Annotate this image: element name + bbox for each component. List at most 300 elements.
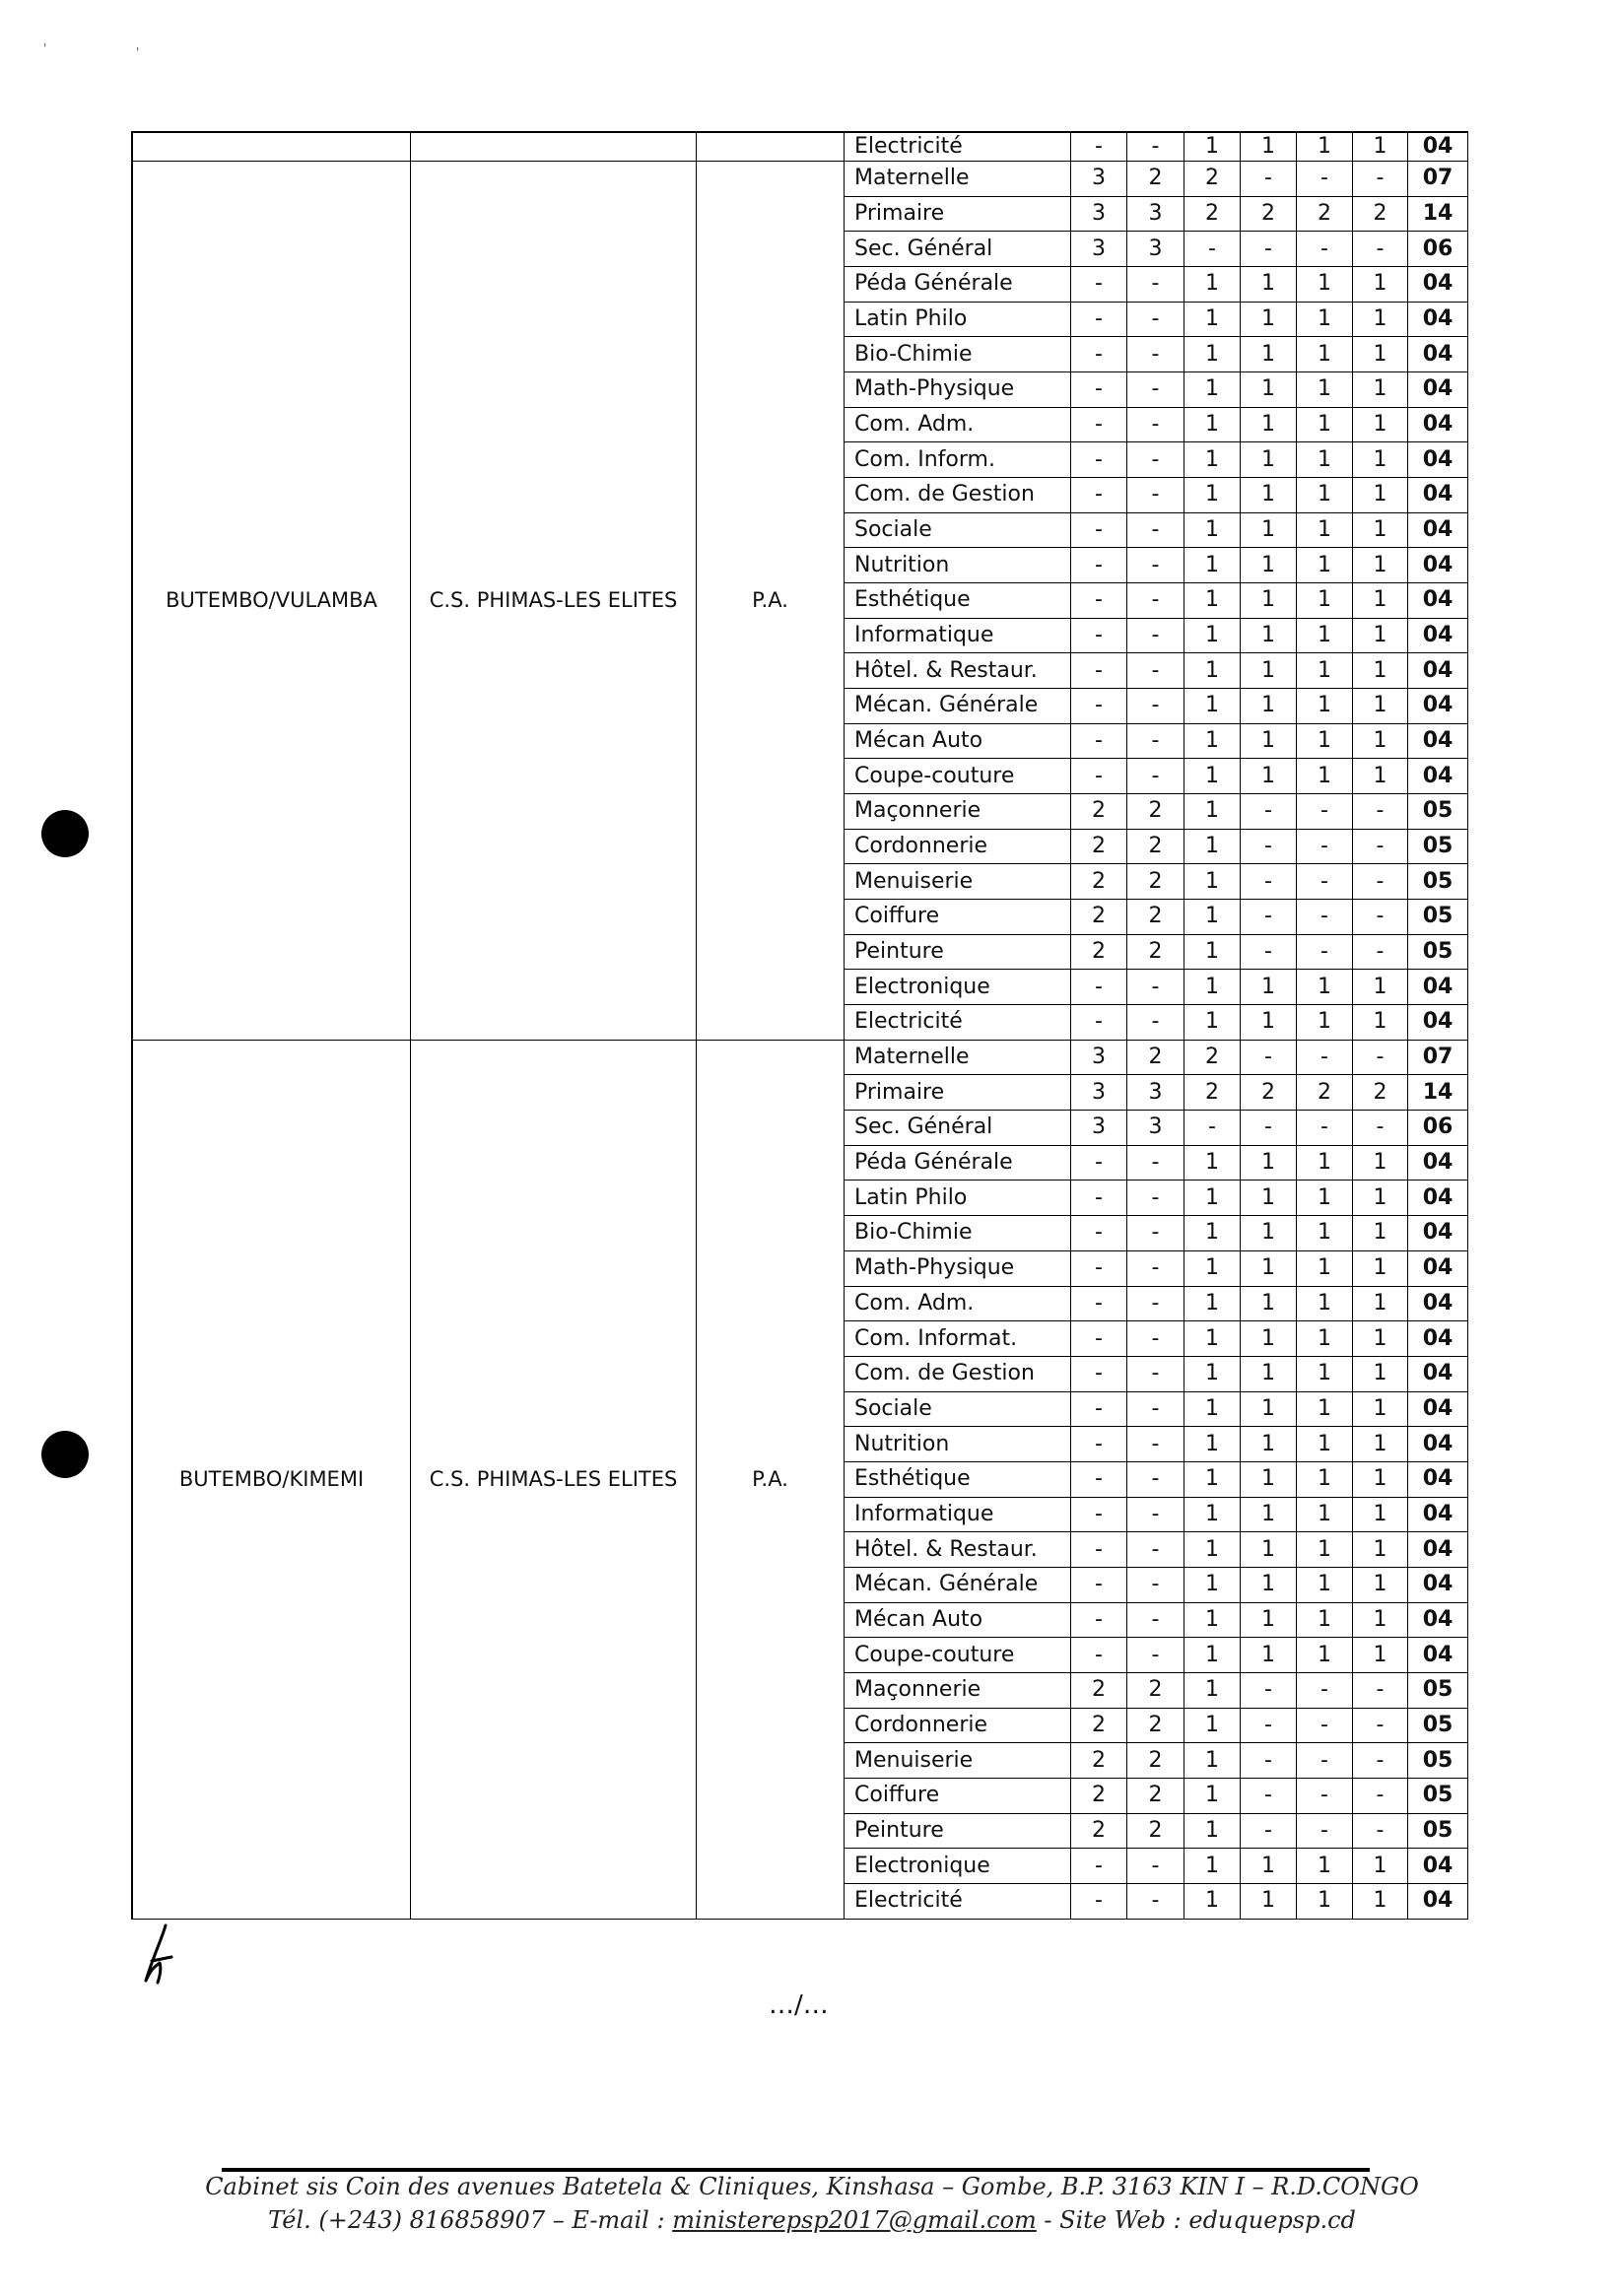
option-label: Com. Inform. — [845, 442, 1071, 478]
class-count-cell: 1 — [1241, 1568, 1297, 1603]
class-count-cell: - — [1071, 303, 1127, 338]
class-count-cell: - — [1241, 162, 1297, 197]
class-count-cell: - — [1127, 759, 1184, 794]
class-count-cell: - — [1071, 1251, 1127, 1287]
class-count-cell: 1 — [1241, 1321, 1297, 1357]
class-count-cell: - — [1297, 935, 1353, 971]
class-count-cell: - — [1297, 1743, 1353, 1779]
class-count-cell: - — [1127, 303, 1184, 338]
class-count-cell: - — [1071, 478, 1127, 513]
class-count-cell: - — [1127, 478, 1184, 513]
row-total-cell: 04 — [1408, 1287, 1468, 1322]
option-label: Electricité — [845, 1884, 1071, 1920]
class-count-cell: 1 — [1297, 548, 1353, 583]
option-label: Primaire — [845, 1075, 1071, 1111]
class-count-cell: - — [1127, 1321, 1184, 1357]
class-count-cell: - — [1241, 1041, 1297, 1076]
class-count-cell: 1 — [1297, 478, 1353, 513]
class-count-cell: - — [1241, 1743, 1297, 1779]
class-count-cell: - — [1071, 1321, 1127, 1357]
class-count-cell: - — [1297, 1111, 1353, 1146]
row-total-cell: 04 — [1408, 337, 1468, 372]
class-count-cell: - — [1127, 619, 1184, 654]
row-total-cell: 04 — [1408, 689, 1468, 724]
class-count-cell: 1 — [1353, 478, 1408, 513]
class-count-cell: - — [1297, 1779, 1353, 1814]
class-count-cell: 1 — [1184, 689, 1241, 724]
class-count-cell: 2 — [1241, 1075, 1297, 1111]
class-count-cell: 1 — [1184, 619, 1241, 654]
option-label: Maternelle — [845, 162, 1071, 197]
option-label: Com. Informat. — [845, 1321, 1071, 1357]
option-label: Coiffure — [845, 1779, 1071, 1814]
class-count-cell: 1 — [1184, 337, 1241, 372]
class-count-cell: - — [1071, 1287, 1127, 1322]
class-count-cell: - — [1071, 1603, 1127, 1639]
row-total-cell: 04 — [1408, 1181, 1468, 1216]
option-label: Primaire — [845, 197, 1071, 233]
class-count-cell: - — [1127, 1638, 1184, 1673]
footer-email-link[interactable]: ministerepsp2017@gmail.com — [672, 2206, 1037, 2234]
class-count-cell: 1 — [1184, 1216, 1241, 1251]
class-count-cell: 3 — [1127, 197, 1184, 233]
class-count-cell: 1 — [1297, 583, 1353, 619]
class-count-cell: 1 — [1297, 1216, 1353, 1251]
scan-speck: ' — [43, 41, 47, 55]
class-count-cell: 1 — [1353, 372, 1408, 408]
class-count-cell: 1 — [1353, 653, 1408, 689]
class-count-cell: - — [1241, 794, 1297, 830]
class-count-cell: 2 — [1297, 1075, 1353, 1111]
row-total-cell: 05 — [1408, 794, 1468, 830]
class-count-cell: 1 — [1297, 653, 1353, 689]
class-count-cell: - — [1127, 337, 1184, 372]
row-total-cell: 05 — [1408, 1709, 1468, 1744]
class-count-cell: - — [1353, 1111, 1408, 1146]
class-count-cell: 1 — [1297, 724, 1353, 760]
row-total-cell: 04 — [1408, 619, 1468, 654]
class-count-cell: 1 — [1297, 1603, 1353, 1639]
option-label: Péda Générale — [845, 267, 1071, 303]
class-count-cell: 1 — [1297, 759, 1353, 794]
class-count-cell: 1 — [1353, 689, 1408, 724]
class-count-cell: 1 — [1353, 1357, 1408, 1392]
site-school-cell: C.S. PHIMAS-LES ELITES — [411, 1041, 697, 1920]
class-count-cell: 1 — [1184, 1146, 1241, 1181]
class-count-cell: - — [1353, 232, 1408, 267]
class-count-cell: 1 — [1184, 1462, 1241, 1498]
class-count-cell: 3 — [1071, 197, 1127, 233]
site-regime-cell: P.A. — [697, 162, 845, 1041]
punch-hole — [41, 1431, 89, 1478]
option-label: Mécan. Générale — [845, 689, 1071, 724]
class-count-cell: 1 — [1241, 1462, 1297, 1498]
class-count-cell: 1 — [1184, 1498, 1241, 1533]
class-count-cell: 1 — [1184, 1532, 1241, 1568]
class-count-cell: - — [1071, 1462, 1127, 1498]
class-count-cell: 2 — [1071, 830, 1127, 865]
class-count-cell: 1 — [1184, 1673, 1241, 1709]
option-label: Bio-Chimie — [845, 1216, 1071, 1251]
class-count-cell: 1 — [1184, 1392, 1241, 1428]
class-count-cell: 1 — [1297, 1321, 1353, 1357]
class-count-cell: 1 — [1184, 583, 1241, 619]
class-count-cell: 1 — [1184, 1427, 1241, 1462]
class-count-cell: 2 — [1127, 1814, 1184, 1850]
row-total-cell: 04 — [1408, 267, 1468, 303]
class-count-cell: 1 — [1353, 1321, 1408, 1357]
class-count-cell: 1 — [1297, 1568, 1353, 1603]
class-count-cell: 1 — [1353, 1638, 1408, 1673]
option-label: Cordonnerie — [845, 1709, 1071, 1744]
class-count-cell: 1 — [1241, 267, 1297, 303]
site-regime-cell: P.A. — [697, 1041, 845, 1920]
class-count-cell: 1 — [1241, 1498, 1297, 1533]
option-label: Hôtel. & Restaur. — [845, 1532, 1071, 1568]
class-count-cell: 1 — [1297, 1357, 1353, 1392]
class-count-cell: - — [1127, 970, 1184, 1005]
class-count-cell: 2 — [1127, 830, 1184, 865]
class-count-cell: 1 — [1297, 1638, 1353, 1673]
class-count-cell: 2 — [1127, 935, 1184, 971]
option-label: Peinture — [845, 935, 1071, 971]
class-count-cell: 3 — [1071, 162, 1127, 197]
class-count-cell: - — [1071, 689, 1127, 724]
class-count-cell: 2 — [1353, 1075, 1408, 1111]
class-count-cell: - — [1127, 408, 1184, 443]
footer-rule — [222, 2168, 1370, 2172]
class-count-cell: 2 — [1127, 1709, 1184, 1744]
class-count-cell: 1 — [1241, 1005, 1297, 1041]
option-label: Latin Philo — [845, 303, 1071, 338]
class-count-cell: - — [1127, 1603, 1184, 1639]
class-count-cell: 1 — [1241, 1251, 1297, 1287]
class-count-cell: - — [1071, 133, 1127, 162]
class-count-cell: 1 — [1353, 970, 1408, 1005]
class-count-cell: - — [1127, 1005, 1184, 1041]
class-count-cell: - — [1297, 1709, 1353, 1744]
class-count-cell: 1 — [1353, 1462, 1408, 1498]
row-total-cell: 04 — [1408, 1005, 1468, 1041]
option-label: Maçonnerie — [845, 794, 1071, 830]
class-count-cell: 1 — [1184, 303, 1241, 338]
row-total-cell: 04 — [1408, 1532, 1468, 1568]
class-count-cell: - — [1071, 970, 1127, 1005]
class-count-cell: - — [1127, 1532, 1184, 1568]
option-label: Electronique — [845, 1849, 1071, 1884]
option-label: Maçonnerie — [845, 1673, 1071, 1709]
class-count-cell: 2 — [1184, 1075, 1241, 1111]
class-count-cell: 1 — [1297, 1181, 1353, 1216]
class-count-cell: 3 — [1071, 232, 1127, 267]
class-count-cell: 1 — [1297, 1532, 1353, 1568]
class-count-cell: - — [1241, 830, 1297, 865]
class-count-cell: - — [1353, 1673, 1408, 1709]
class-count-cell: 1 — [1184, 830, 1241, 865]
class-count-cell: 1 — [1353, 1884, 1408, 1920]
class-count-cell: 1 — [1241, 689, 1297, 724]
class-count-cell: 2 — [1184, 162, 1241, 197]
class-count-cell: - — [1353, 900, 1408, 935]
class-count-cell: 1 — [1184, 653, 1241, 689]
row-total-cell: 05 — [1408, 1673, 1468, 1709]
class-count-cell: 1 — [1353, 442, 1408, 478]
class-count-cell: - — [1297, 830, 1353, 865]
class-count-cell: - — [1127, 372, 1184, 408]
class-count-cell: 1 — [1184, 794, 1241, 830]
class-count-cell: 1 — [1184, 1287, 1241, 1322]
class-count-cell: - — [1127, 1392, 1184, 1428]
class-count-cell: 2 — [1184, 197, 1241, 233]
row-total-cell: 05 — [1408, 1779, 1468, 1814]
class-count-cell: - — [1127, 1462, 1184, 1498]
class-count-cell: 1 — [1297, 1005, 1353, 1041]
class-count-cell: 1 — [1184, 1357, 1241, 1392]
class-count-cell: 1 — [1297, 1498, 1353, 1533]
row-total-cell: 04 — [1408, 1498, 1468, 1533]
row-total-cell: 04 — [1408, 1146, 1468, 1181]
class-count-cell: - — [1071, 1532, 1127, 1568]
option-label: Menuiserie — [845, 864, 1071, 900]
class-count-cell: 1 — [1184, 1814, 1241, 1850]
class-count-cell: 1 — [1241, 724, 1297, 760]
class-count-cell: - — [1127, 1357, 1184, 1392]
class-count-cell: 1 — [1353, 619, 1408, 654]
row-total-cell: 04 — [1408, 1568, 1468, 1603]
class-count-cell: - — [1353, 1041, 1408, 1076]
class-count-cell: 1 — [1353, 1603, 1408, 1639]
class-count-cell: - — [1127, 133, 1184, 162]
class-count-cell: 3 — [1071, 1041, 1127, 1076]
class-count-cell: 1 — [1353, 303, 1408, 338]
row-total-cell: 04 — [1408, 1849, 1468, 1884]
option-label: Math-Physique — [845, 1251, 1071, 1287]
option-label: Com. Adm. — [845, 1287, 1071, 1322]
class-count-cell: 1 — [1184, 478, 1241, 513]
class-count-cell: 1 — [1241, 1532, 1297, 1568]
row-total-cell: 04 — [1408, 1216, 1468, 1251]
option-label: Electronique — [845, 970, 1071, 1005]
class-count-cell: - — [1184, 232, 1241, 267]
class-count-cell: 2 — [1184, 1041, 1241, 1076]
option-label: Coiffure — [845, 900, 1071, 935]
option-label: Péda Générale — [845, 1146, 1071, 1181]
option-label: Esthétique — [845, 1462, 1071, 1498]
footer-contact — [0, 2206, 1624, 2234]
option-label: Hôtel. & Restaur. — [845, 653, 1071, 689]
class-count-cell: 1 — [1184, 1251, 1241, 1287]
row-total-cell: 04 — [1408, 970, 1468, 1005]
row-total-cell: 04 — [1408, 478, 1468, 513]
class-count-cell: - — [1071, 548, 1127, 583]
scan-speck: ' — [136, 45, 140, 59]
class-count-cell: - — [1071, 1146, 1127, 1181]
class-count-cell: 2 — [1071, 1814, 1127, 1850]
class-count-cell: 1 — [1241, 1357, 1297, 1392]
class-count-cell: 1 — [1297, 1146, 1353, 1181]
class-count-cell: - — [1127, 583, 1184, 619]
row-total-cell: 04 — [1408, 724, 1468, 760]
class-count-cell: 1 — [1353, 548, 1408, 583]
class-count-cell: - — [1127, 689, 1184, 724]
row-total-cell: 04 — [1408, 133, 1468, 162]
footer-phone: Tél. (+243) 816858907 – E-mail : — [268, 2206, 673, 2234]
class-count-cell: - — [1353, 794, 1408, 830]
row-total-cell: 06 — [1408, 1111, 1468, 1146]
row-total-cell: 05 — [1408, 935, 1468, 971]
class-count-cell: 1 — [1353, 1005, 1408, 1041]
class-count-cell: - — [1297, 794, 1353, 830]
class-count-cell: 2 — [1071, 864, 1127, 900]
class-count-cell: 1 — [1241, 1392, 1297, 1428]
class-count-cell: - — [1127, 1498, 1184, 1533]
option-label: Maternelle — [845, 1041, 1071, 1076]
class-count-cell: - — [1071, 653, 1127, 689]
class-count-cell: 1 — [1241, 548, 1297, 583]
class-count-cell: 2 — [1297, 197, 1353, 233]
class-count-cell: - — [1071, 1884, 1127, 1920]
class-count-cell: - — [1353, 162, 1408, 197]
class-count-cell: 1 — [1241, 1181, 1297, 1216]
class-count-cell: 1 — [1184, 1779, 1241, 1814]
option-label: Bio-Chimie — [845, 337, 1071, 372]
row-total-cell: 06 — [1408, 232, 1468, 267]
handwritten-initials — [138, 1922, 187, 1986]
class-count-cell: 1 — [1297, 303, 1353, 338]
class-count-cell: 2 — [1071, 935, 1127, 971]
class-count-cell: - — [1071, 337, 1127, 372]
class-count-cell: 1 — [1297, 337, 1353, 372]
class-count-cell: 1 — [1297, 1462, 1353, 1498]
option-label: Mécan. Générale — [845, 1568, 1071, 1603]
class-count-cell: 1 — [1241, 303, 1297, 338]
class-count-cell: 1 — [1353, 1498, 1408, 1533]
class-count-cell: - — [1127, 548, 1184, 583]
option-label: Mécan Auto — [845, 1603, 1071, 1639]
class-count-cell: 1 — [1184, 548, 1241, 583]
class-count-cell: - — [1353, 864, 1408, 900]
class-count-cell: - — [1353, 1814, 1408, 1850]
class-count-cell: 1 — [1241, 970, 1297, 1005]
class-count-cell: 1 — [1241, 442, 1297, 478]
option-label: Latin Philo — [845, 1181, 1071, 1216]
class-count-cell: - — [1297, 864, 1353, 900]
class-count-cell: 1 — [1297, 1884, 1353, 1920]
class-count-cell: 1 — [1353, 408, 1408, 443]
class-count-cell: - — [1071, 1849, 1127, 1884]
class-count-cell: 1 — [1184, 133, 1241, 162]
class-count-cell: 1 — [1241, 1216, 1297, 1251]
row-total-cell: 04 — [1408, 372, 1468, 408]
class-count-cell: - — [1127, 1146, 1184, 1181]
class-count-cell: 1 — [1297, 1427, 1353, 1462]
row-total-cell: 05 — [1408, 1814, 1468, 1850]
option-label: Electricité — [845, 1005, 1071, 1041]
row-total-cell: 14 — [1408, 1075, 1468, 1111]
class-count-cell: 1 — [1184, 724, 1241, 760]
class-count-cell: - — [1297, 900, 1353, 935]
class-count-cell: - — [1297, 1041, 1353, 1076]
class-count-cell: 1 — [1241, 1287, 1297, 1322]
class-count-cell: 1 — [1184, 1743, 1241, 1779]
row-total-cell: 04 — [1408, 1884, 1468, 1920]
class-count-cell: - — [1071, 619, 1127, 654]
class-count-cell: 1 — [1184, 759, 1241, 794]
class-count-cell: 1 — [1353, 1287, 1408, 1322]
row-total-cell: 04 — [1408, 1357, 1468, 1392]
class-count-cell: 3 — [1127, 1075, 1184, 1111]
row-total-cell: 05 — [1408, 900, 1468, 935]
row-total-cell: 04 — [1408, 408, 1468, 443]
class-count-cell: 2 — [1127, 1743, 1184, 1779]
class-count-cell: 1 — [1297, 372, 1353, 408]
class-count-cell: - — [1127, 1427, 1184, 1462]
class-count-cell: 2 — [1071, 1743, 1127, 1779]
class-count-cell: - — [1127, 724, 1184, 760]
class-count-cell: 1 — [1353, 1251, 1408, 1287]
class-count-cell: 2 — [1127, 900, 1184, 935]
continuation-marker: …/… — [769, 1990, 829, 2020]
class-count-cell: 1 — [1241, 1146, 1297, 1181]
row-total-cell: 05 — [1408, 830, 1468, 865]
class-count-cell: - — [1071, 724, 1127, 760]
class-count-cell: 1 — [1297, 442, 1353, 478]
class-count-cell: 3 — [1071, 1111, 1127, 1146]
class-count-cell: 2 — [1353, 197, 1408, 233]
class-count-cell: - — [1071, 267, 1127, 303]
class-count-cell: - — [1297, 232, 1353, 267]
row-total-cell: 07 — [1408, 162, 1468, 197]
class-count-cell: - — [1127, 653, 1184, 689]
class-count-cell: 1 — [1353, 513, 1408, 549]
class-count-cell: - — [1071, 408, 1127, 443]
class-count-cell: - — [1071, 372, 1127, 408]
option-label: Nutrition — [845, 1427, 1071, 1462]
class-count-cell: 3 — [1071, 1075, 1127, 1111]
row-total-cell: 04 — [1408, 303, 1468, 338]
class-count-cell: 1 — [1297, 133, 1353, 162]
class-count-cell: - — [1071, 583, 1127, 619]
class-count-cell: 1 — [1184, 442, 1241, 478]
class-count-cell: - — [1127, 1181, 1184, 1216]
class-count-cell: 1 — [1297, 1287, 1353, 1322]
class-count-cell: 1 — [1241, 337, 1297, 372]
option-label: Com. de Gestion — [845, 1357, 1071, 1392]
class-count-cell: 1 — [1184, 864, 1241, 900]
row-total-cell: 04 — [1408, 1603, 1468, 1639]
footer-address: Cabinet sis Coin des avenues Batetela & Cliniques, Kinshasa – Gombe, B.P. 3163 KIN I – R.D.CONGO — [205, 2173, 1419, 2200]
option-label: Math-Physique — [845, 372, 1071, 408]
site-location-cell — [133, 133, 411, 162]
class-count-cell: - — [1071, 1568, 1127, 1603]
class-count-cell: 3 — [1127, 1111, 1184, 1146]
class-count-cell: - — [1297, 162, 1353, 197]
option-label: Mécan Auto — [845, 724, 1071, 760]
class-count-cell: 1 — [1184, 1884, 1241, 1920]
row-total-cell: 04 — [1408, 1462, 1468, 1498]
class-count-cell: - — [1184, 1111, 1241, 1146]
row-total-cell: 05 — [1408, 864, 1468, 900]
class-count-cell: 1 — [1184, 267, 1241, 303]
class-count-cell: 1 — [1241, 133, 1297, 162]
class-count-cell: - — [1353, 1743, 1408, 1779]
row-total-cell: 04 — [1408, 653, 1468, 689]
class-count-cell: 1 — [1353, 759, 1408, 794]
class-count-cell: 2 — [1071, 1779, 1127, 1814]
option-label: Informatique — [845, 619, 1071, 654]
class-count-cell: - — [1353, 830, 1408, 865]
class-count-cell: - — [1127, 1287, 1184, 1322]
